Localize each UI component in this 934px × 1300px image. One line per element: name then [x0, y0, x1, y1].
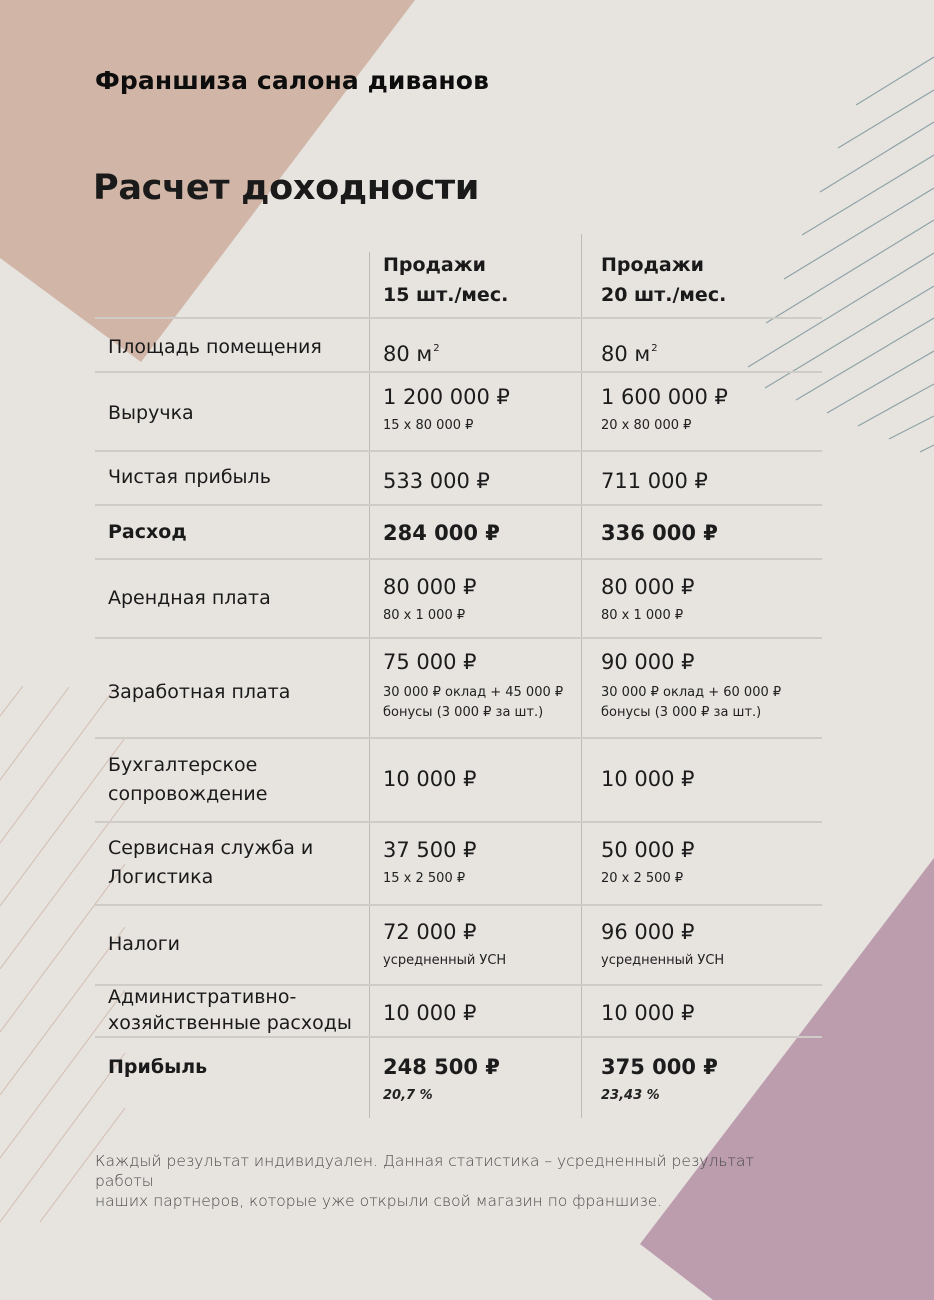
cell-profit-20: [601, 1054, 718, 1106]
row-divider: [95, 737, 822, 739]
cell-net-profit-20: [601, 468, 708, 494]
cell-value: 72 000 ₽: [383, 920, 477, 944]
superscript: 2: [433, 343, 440, 354]
row-label-rent: Арендная плата: [108, 587, 271, 609]
brand-title: Франшиза салона диванов: [95, 66, 489, 95]
cell-taxes-20: [601, 919, 724, 971]
row-divider: [95, 904, 822, 906]
cell-note: 20 x 80 000 ₽: [601, 418, 692, 433]
cell-value: 375 000 ₽: [601, 1055, 718, 1079]
row-label-accounting: [108, 751, 267, 809]
cell-value: 96 000 ₽: [601, 920, 695, 944]
cell-service-20: [601, 837, 695, 889]
column-header-20: [601, 250, 726, 310]
row-divider: [95, 371, 822, 373]
column-header-15: [383, 250, 508, 310]
cell-accounting-15: [383, 766, 477, 792]
row-label-taxes: Налоги: [108, 933, 181, 955]
cell-area-15: [383, 336, 440, 367]
column-header-line: Продажи: [383, 254, 486, 276]
cell-value: 90 000 ₽: [601, 650, 695, 674]
row-divider: [95, 558, 822, 560]
row-divider: [95, 504, 822, 506]
profit-margin: 23,43 %: [601, 1088, 660, 1103]
cell-revenue-15: [383, 384, 510, 436]
cell-value: 10 000 ₽: [601, 767, 695, 791]
page-title: Расчет доходности: [93, 168, 480, 208]
cell-value: 75 000 ₽: [383, 650, 477, 674]
label-line: Сервисная служба и: [108, 837, 314, 859]
cell-note: бонусы (3 000 ₽ за шт.): [601, 705, 762, 720]
row-label-net-profit: Чистая прибыль: [108, 466, 271, 488]
cell-value: 1 200 000 ₽: [383, 385, 510, 409]
cell-net-profit-15: [383, 468, 490, 494]
profit-margin: 20,7 %: [383, 1088, 433, 1103]
row-label-revenue: Выручка: [108, 402, 194, 424]
row-divider: [95, 317, 822, 319]
cell-value: 80 000 ₽: [383, 575, 477, 599]
label-line: сопровождение: [108, 783, 268, 805]
column-header-line: 15 шт./мес.: [383, 284, 509, 306]
cell-note: 30 000 ₽ оклад + 60 000 ₽: [601, 685, 782, 700]
column-header-line: Продажи: [601, 254, 704, 276]
cell-salary-15: [383, 649, 563, 723]
cell-value: 10 000 ₽: [601, 1001, 695, 1025]
cell-taxes-15: [383, 919, 506, 971]
cell-note: усредненный УСН: [601, 953, 725, 968]
cell-value: 37 500 ₽: [383, 838, 477, 862]
table-divider-col1: [369, 252, 370, 1118]
cell-note: 80 x 1 000 ₽: [383, 608, 466, 623]
cell-salary-20: [601, 649, 781, 723]
row-divider: [95, 450, 822, 452]
superscript: 2: [651, 343, 658, 354]
cell-value: 284 000 ₽: [383, 521, 500, 545]
cell-value: 80 м: [383, 342, 433, 366]
disclaimer-line: наших партнеров, которые уже открыли свой магазин по франшизе.: [95, 1192, 663, 1210]
cell-value: 80 000 ₽: [601, 575, 695, 599]
cell-note: бонусы (3 000 ₽ за шт.): [383, 705, 544, 720]
cell-expenses-15: [383, 520, 500, 546]
label-line: Административно-: [108, 986, 297, 1008]
label-line: Логистика: [108, 866, 214, 888]
cell-note: 80 x 1 000 ₽: [601, 608, 684, 623]
cell-rent-20: [601, 574, 695, 626]
cell-accounting-20: [601, 766, 695, 792]
row-label-area: Площадь помещения: [108, 336, 322, 358]
row-label-salary: Заработная плата: [108, 681, 291, 703]
cell-value: 10 000 ₽: [383, 1001, 477, 1025]
row-label-expenses: Расход: [108, 521, 187, 543]
cell-admin-15: [383, 1000, 477, 1026]
cell-note: 30 000 ₽ оклад + 45 000 ₽: [383, 685, 564, 700]
cell-note: 15 x 2 500 ₽: [383, 871, 466, 886]
cell-admin-20: [601, 1000, 695, 1026]
cell-expenses-20: [601, 520, 718, 546]
cell-value: 50 000 ₽: [601, 838, 695, 862]
cell-note: 15 x 80 000 ₽: [383, 418, 474, 433]
cell-area-20: [601, 336, 658, 367]
cell-profit-15: [383, 1054, 500, 1106]
row-divider: [95, 637, 822, 639]
disclaimer: [95, 1151, 815, 1211]
cell-value: 336 000 ₽: [601, 521, 718, 545]
column-header-line: 20 шт./мес.: [601, 284, 727, 306]
label-line: хозяйственные расходы: [108, 1012, 352, 1034]
row-label-service-logistics: [108, 834, 313, 892]
cell-note: усредненный УСН: [383, 953, 507, 968]
cell-rent-15: [383, 574, 477, 626]
cell-value: 711 000 ₽: [601, 469, 708, 493]
cell-revenue-20: [601, 384, 728, 436]
cell-note: 20 x 2 500 ₽: [601, 871, 684, 886]
cell-value: 533 000 ₽: [383, 469, 490, 493]
cell-service-15: [383, 837, 477, 889]
cell-value: 248 500 ₽: [383, 1055, 500, 1079]
disclaimer-line: Каждый результат индивидуален. Данная статистика – усредненный результат работы: [95, 1152, 755, 1190]
row-divider: [95, 821, 822, 823]
cell-value: 1 600 000 ₽: [601, 385, 728, 409]
cell-value: 10 000 ₽: [383, 767, 477, 791]
row-label-admin-expenses: [108, 983, 352, 1038]
cell-value: 80 м: [601, 342, 651, 366]
row-label-profit: Прибыль: [108, 1056, 208, 1078]
label-line: Бухгалтерское: [108, 754, 258, 776]
